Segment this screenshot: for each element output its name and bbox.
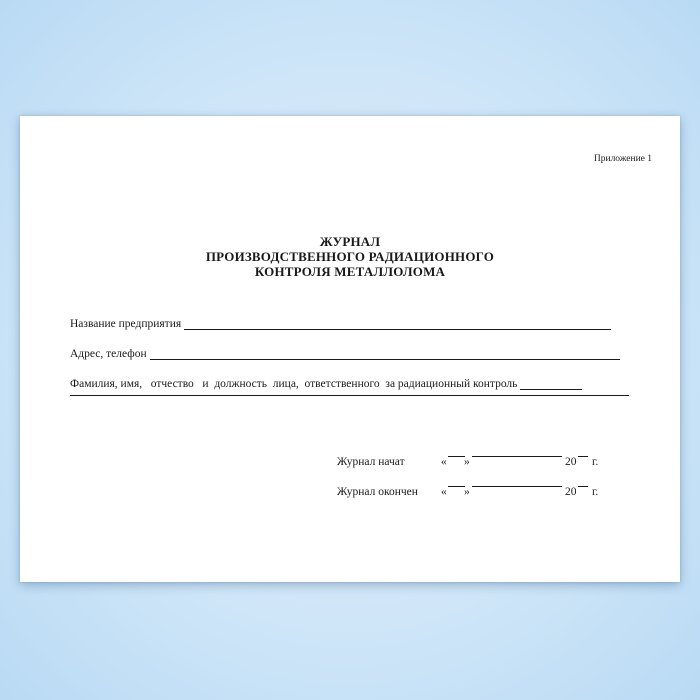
title-line-1: ЖУРНАЛ — [319, 234, 381, 249]
responsible-input-line[interactable] — [520, 379, 582, 390]
document-sheet — [20, 116, 680, 582]
appendix-label: Приложение 1 — [593, 154, 652, 164]
day-close-quote: » — [464, 486, 470, 498]
responsible-field — [70, 378, 582, 390]
year-suffix: г. — [592, 456, 599, 468]
end-year-line[interactable] — [578, 486, 588, 487]
title-line-2: ПРОИЗВОДСТВЕННОГО РАДИАЦИОННОГО — [205, 249, 495, 264]
end-day-line[interactable] — [448, 486, 465, 487]
start-year-line[interactable] — [578, 456, 588, 457]
address-label: Адрес, телефон — [70, 348, 147, 360]
company-label: Название предприятия — [70, 318, 182, 330]
start-day-line[interactable] — [448, 456, 465, 457]
responsible-second-line[interactable] — [70, 395, 629, 396]
year-prefix: 20 — [565, 486, 577, 498]
responsible-label: Фамилия, имя, отчество и должность лица, ответственного за радиационный контроль — [70, 378, 518, 390]
year-suffix: г. — [592, 486, 599, 498]
address-input-line[interactable] — [150, 349, 620, 360]
company-input-line[interactable] — [184, 319, 611, 330]
year-prefix: 20 — [565, 456, 577, 468]
journal-end-label: Журнал окончен — [337, 486, 418, 498]
title-line-3: КОНТРОЛЯ МЕТАЛЛОЛОМА — [254, 264, 446, 279]
address-field — [70, 348, 620, 360]
end-month-line[interactable] — [472, 486, 562, 487]
day-close-quote: » — [464, 456, 470, 468]
day-open-quote: « — [441, 486, 447, 498]
document-title — [20, 234, 680, 279]
company-field — [70, 318, 611, 330]
day-open-quote: « — [441, 456, 447, 468]
journal-start-label: Журнал начат — [337, 456, 405, 468]
start-month-line[interactable] — [472, 456, 562, 457]
